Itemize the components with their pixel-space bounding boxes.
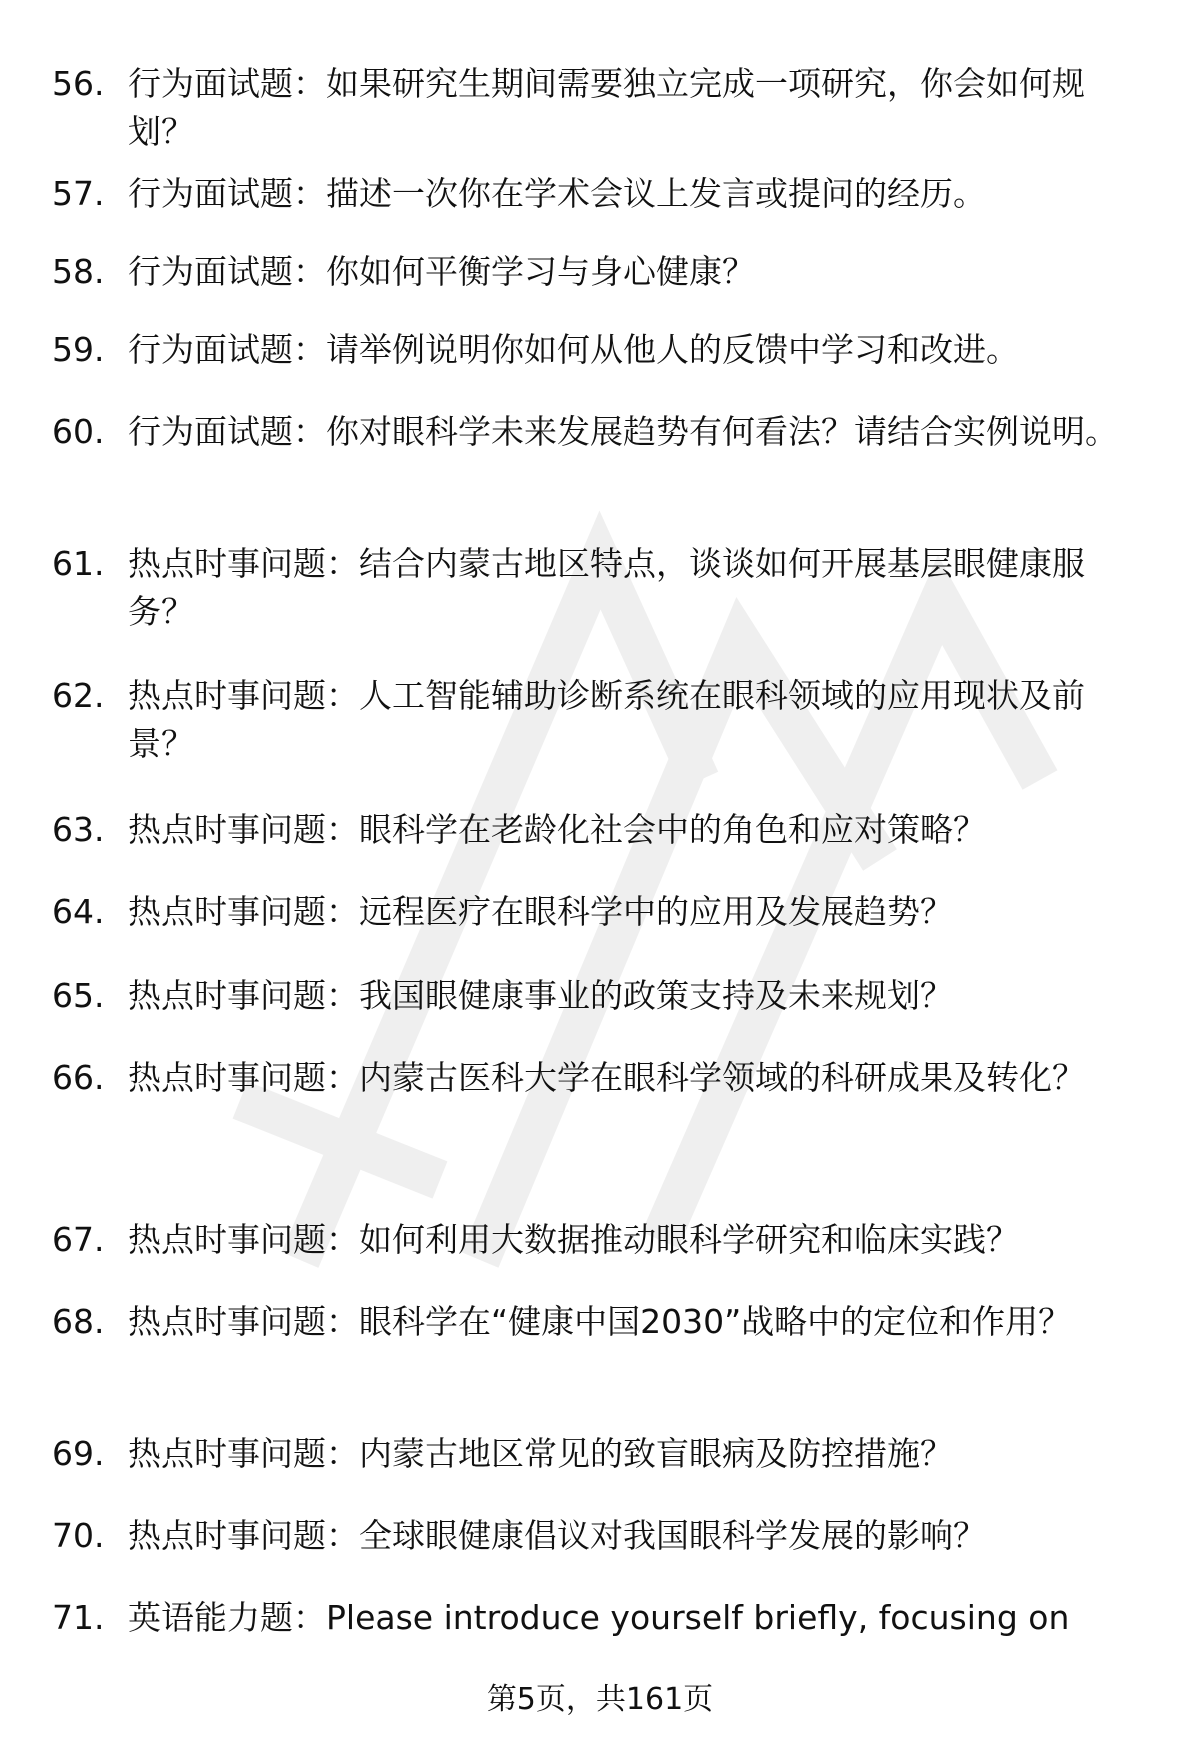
question-60: 60. 行为面试题：你对眼科学未来发展趋势有何看法？请结合实例说明。	[52, 408, 1152, 456]
question-67: 67. 热点时事问题：如何利用大数据推动眼科学研究和临床实践？	[52, 1216, 1152, 1264]
question-text: 结合内蒙古地区特点，谈谈如何开展基层眼健康服务？	[128, 544, 1085, 631]
question-category: 热点时事问题	[128, 1302, 326, 1341]
question-59: 59. 行为面试题：请举例说明你如何从他人的反馈中学习和改进。	[52, 326, 1152, 374]
question-text: 请举例说明你如何从他人的反馈中学习和改进。	[326, 330, 1019, 369]
question-category: 行为面试题	[128, 252, 293, 291]
question-number: 58.	[52, 252, 105, 291]
question-text: 内蒙古医科大学在眼科学领域的科研成果及转化？	[359, 1058, 1085, 1097]
question-category: 行为面试题	[128, 412, 293, 451]
question-number: 71.	[52, 1598, 105, 1637]
question-number: 69.	[52, 1434, 105, 1473]
question-71: 71. 英语能力题：Please introduce yourself briefly, focusing on	[52, 1594, 1152, 1642]
question-61: 61. 热点时事问题：结合内蒙古地区特点，谈谈如何开展基层眼健康服务？	[52, 540, 1152, 636]
question-text: 我国眼健康事业的政策支持及未来规划？	[359, 976, 953, 1015]
question-58: 58. 行为面试题：你如何平衡学习与身心健康？	[52, 248, 1152, 296]
question-text: 描述一次你在学术会议上发言或提问的经历。	[326, 174, 986, 213]
question-number: 62.	[52, 676, 105, 715]
question-category: 热点时事问题	[128, 1516, 326, 1555]
question-category: 热点时事问题	[128, 1220, 326, 1259]
question-text: 内蒙古地区常见的致盲眼病及防控措施？	[359, 1434, 953, 1473]
question-text: 如何利用大数据推动眼科学研究和临床实践？	[359, 1220, 1019, 1259]
question-text: 如果研究生期间需要独立完成一项研究，你会如何规划？	[128, 64, 1085, 151]
question-56: 56. 行为面试题：如果研究生期间需要独立完成一项研究，你会如何规划？	[52, 60, 1152, 156]
question-category: 行为面试题	[128, 64, 293, 103]
page-footer: 第5页，共161页	[486, 1682, 714, 1717]
question-number: 65.	[52, 976, 105, 1015]
question-number: 56.	[52, 64, 105, 103]
question-text: 你对眼科学未来发展趋势有何看法？请结合实例说明。	[326, 412, 1118, 451]
question-number: 66.	[52, 1058, 105, 1097]
question-category: 行为面试题	[128, 174, 293, 213]
question-66: 66. 热点时事问题：内蒙古医科大学在眼科学领域的科研成果及转化？	[52, 1054, 1152, 1102]
question-category: 热点时事问题	[128, 544, 326, 583]
question-text: Please introduce yourself briefly, focusing on	[326, 1598, 1070, 1637]
question-number: 67.	[52, 1220, 105, 1259]
question-63: 63. 热点时事问题：眼科学在老龄化社会中的角色和应对策略？	[52, 806, 1152, 854]
question-68: 68. 热点时事问题：眼科学在“健康中国2030”战略中的定位和作用？	[52, 1298, 1152, 1346]
question-text: 眼科学在“健康中国2030”战略中的定位和作用？	[359, 1302, 1072, 1341]
question-category: 热点时事问题	[128, 976, 326, 1015]
question-69: 69. 热点时事问题：内蒙古地区常见的致盲眼病及防控措施？	[52, 1430, 1152, 1478]
question-category: 热点时事问题	[128, 892, 326, 931]
question-64: 64. 热点时事问题：远程医疗在眼科学中的应用及发展趋势？	[52, 888, 1152, 936]
question-category: 行为面试题	[128, 330, 293, 369]
question-category: 热点时事问题	[128, 676, 326, 715]
question-number: 60.	[52, 412, 105, 451]
question-text: 全球眼健康倡议对我国眼科学发展的影响？	[359, 1516, 986, 1555]
question-number: 59.	[52, 330, 105, 369]
question-number: 57.	[52, 174, 105, 213]
question-number: 70.	[52, 1516, 105, 1555]
question-text: 远程医疗在眼科学中的应用及发展趋势？	[359, 892, 953, 931]
question-category: 英语能力题	[128, 1598, 293, 1637]
question-57: 57. 行为面试题：描述一次你在学术会议上发言或提问的经历。	[52, 170, 1152, 218]
question-text: 眼科学在老龄化社会中的角色和应对策略？	[359, 810, 986, 849]
question-category: 热点时事问题	[128, 1058, 326, 1097]
question-62: 62. 热点时事问题：人工智能辅助诊断系统在眼科领域的应用现状及前景？	[52, 672, 1152, 768]
question-70: 70. 热点时事问题：全球眼健康倡议对我国眼科学发展的影响？	[52, 1512, 1152, 1560]
question-65: 65. 热点时事问题：我国眼健康事业的政策支持及未来规划？	[52, 972, 1152, 1020]
question-number: 61.	[52, 544, 105, 583]
question-number: 68.	[52, 1302, 105, 1341]
question-category: 热点时事问题	[128, 810, 326, 849]
question-category: 热点时事问题	[128, 1434, 326, 1473]
question-number: 64.	[52, 892, 105, 931]
question-number: 63.	[52, 810, 105, 849]
question-text: 你如何平衡学习与身心健康？	[326, 252, 755, 291]
question-text: 人工智能辅助诊断系统在眼科领域的应用现状及前景？	[128, 676, 1085, 763]
